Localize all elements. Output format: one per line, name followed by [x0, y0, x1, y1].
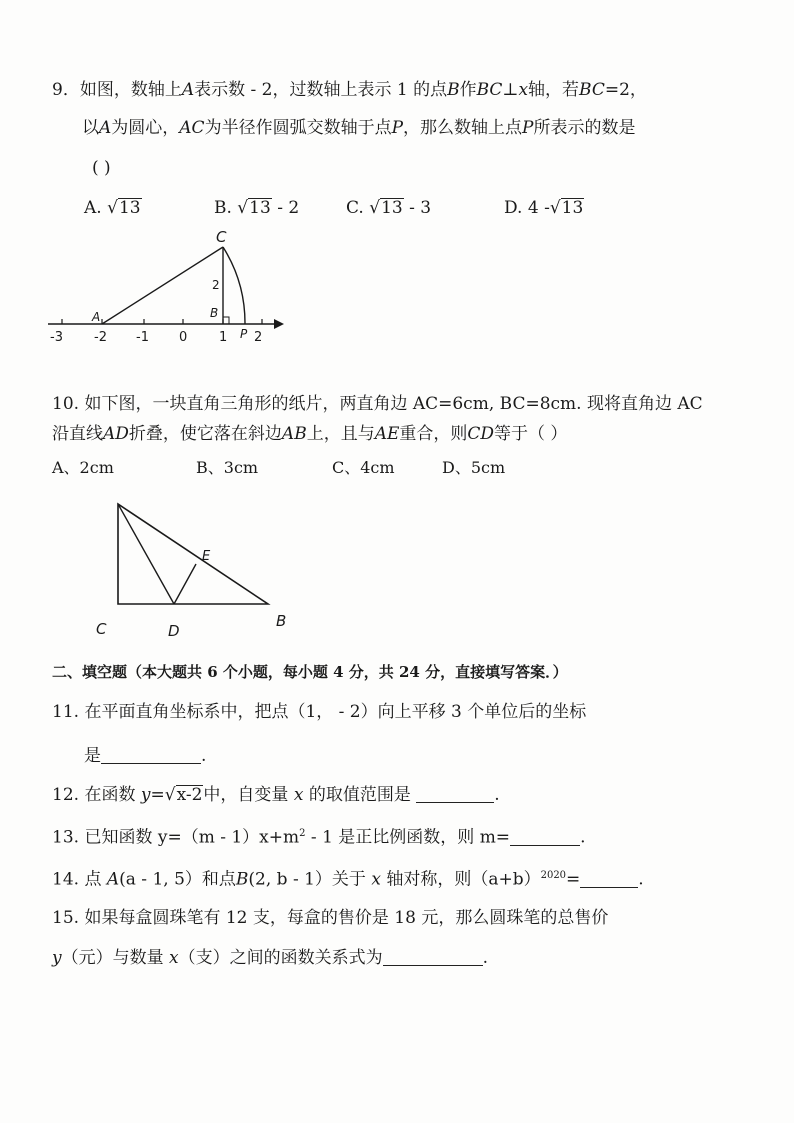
answer-blank[interactable] [101, 747, 201, 764]
radicand: 13 [561, 198, 584, 218]
equals: = [150, 785, 165, 805]
tick-label: -1 [136, 330, 149, 345]
q10-text: 等于（ ） [494, 424, 568, 444]
segment-bc-label: BC [579, 80, 605, 100]
q15-line2 [52, 946, 488, 970]
tick-label: 0 [179, 330, 188, 345]
q11-line1: 11. 在平面直角坐标系中，把点（1， - 2）向上平移 3 个单位后的坐标 [52, 702, 587, 722]
period: . [482, 948, 489, 968]
q13-line [52, 822, 585, 850]
point-b-label: B [210, 306, 219, 320]
exponent: 2 [299, 828, 306, 839]
line-ad-label: AD [103, 424, 129, 444]
arc [223, 247, 245, 324]
axis-arrow [274, 319, 284, 329]
right-angle-mark [223, 317, 229, 324]
q10-option-c[interactable]: C、4cm [332, 458, 395, 477]
q9-line1 [52, 78, 647, 102]
q15-line1: 15. 如果每盒圆珠笔有 12 支，每盒的售价是 18 元，那么圆珠笔的总售价 [52, 908, 609, 928]
triangle-figure [88, 496, 308, 646]
q9-option-c[interactable]: C. √13 - 3 [346, 198, 432, 218]
q9-text: =2， [604, 80, 647, 100]
point-b-label: B [276, 612, 287, 630]
answer-blank[interactable] [416, 786, 494, 803]
q10-line1: 10. 如下图，一块直角三角形的纸片，两直角边 AC=6cm, BC=8cm. 现将直角边 AC [52, 394, 703, 414]
q10-text: 折叠，使它落在斜边 [128, 424, 282, 444]
point-p-label: P [522, 118, 534, 138]
point-a-label: A [92, 310, 101, 324]
q10-text: 沿直线 [52, 424, 103, 444]
segment-ac [102, 247, 223, 324]
tick-label: -3 [50, 330, 63, 345]
y-var: y [52, 948, 62, 968]
point-c-label: C [216, 228, 227, 246]
q10-option-d[interactable]: D、5cm [442, 458, 506, 477]
q10-line2 [52, 422, 567, 446]
q12-text: 的取值范围是 [308, 785, 411, 805]
q12-line: 12. 在函数 y=√x-2中，自变量 x 的取值范围是 . [52, 785, 500, 805]
q15-text: （支）之间的函数关系式为 [178, 948, 383, 968]
q14-text: 14. 点 [52, 869, 102, 890]
q15-text: （元）与数量 [61, 948, 164, 968]
segment-ab-label: AB [281, 424, 307, 444]
q9-text: 轴，若 [528, 80, 580, 100]
point-d-label: D [168, 622, 180, 640]
segment-bc-label: BC [476, 80, 503, 100]
point-a-label: A [181, 80, 195, 100]
q9-text: 为圆心， [111, 118, 180, 138]
q11-line2 [84, 744, 206, 768]
q9-line2 [82, 116, 635, 140]
q12-text: 12. 在函数 [52, 785, 136, 805]
option-prefix: 4 - [527, 198, 550, 218]
x-var: x [293, 785, 304, 805]
option-suffix: - 3 [409, 198, 432, 218]
point-e-label: E [202, 549, 211, 564]
point-p-label: P [240, 327, 248, 341]
q9-text: 所表示的数是 [533, 118, 636, 138]
point-c-label: C [96, 620, 107, 638]
number-line-figure [40, 226, 290, 352]
radicand: 13 [118, 198, 141, 218]
q9-text: 作 [459, 80, 477, 100]
period: . [580, 827, 586, 848]
section-heading: 二、填空题（本大题共 6 个小题，每小题 4 分，共 24 分，直接填写答案．） [52, 663, 568, 681]
answer-paren: ( ) [92, 158, 111, 178]
radicand: 13 [249, 198, 271, 218]
q10-option-a[interactable]: A、2cm [52, 458, 114, 477]
q9-text: ，那么数轴上点 [403, 118, 523, 138]
option-suffix: - 2 [277, 198, 300, 218]
segment-cd-label: CD [467, 424, 495, 444]
tick-label: 1 [219, 330, 228, 345]
q9-text: 为半径作圆弧交数轴于点 [204, 118, 392, 138]
q14-text: (a - 1, 5）和点 [119, 869, 236, 890]
q14-text: (2, b - 1）关于 [248, 869, 366, 890]
q14-line [52, 864, 644, 892]
option-label: D. [504, 198, 523, 218]
segment-ac-label: AC [179, 118, 205, 138]
point-a-label: A [106, 869, 120, 890]
length-label: 2 [212, 278, 220, 292]
x-var: x [371, 869, 381, 890]
radicand: 13 [381, 198, 403, 218]
q14-text: 轴对称，则（a+b） [386, 869, 541, 890]
perp-symbol: ⊥ [502, 80, 519, 100]
q9-option-a[interactable]: A. √13 [84, 198, 141, 218]
point-a-label: A [99, 118, 112, 138]
exponent: 2020 [540, 870, 567, 881]
equals: = [566, 869, 581, 890]
y-var: y [140, 785, 151, 805]
q10-option-b[interactable]: B、3cm [196, 458, 259, 477]
point-b-label: B [447, 80, 460, 100]
option-label: C. [346, 198, 364, 218]
q9-text: 以 [82, 118, 99, 138]
q11-text: 是 [84, 746, 101, 766]
tick-label: -2 [94, 330, 107, 345]
q9-option-d[interactable]: D. 4 -√13 [504, 198, 584, 218]
q9-text: 如图，数轴上 [79, 80, 182, 100]
x-var: x [169, 948, 179, 968]
fold-line-ad [118, 504, 174, 604]
radicand: x-2 [176, 785, 203, 805]
q13-text: 13. 已知函数 y=（m - 1）x+m [52, 827, 300, 848]
option-label: A. [84, 198, 102, 218]
triangle-abc [118, 504, 268, 604]
q12-text: 中，自变量 [203, 785, 289, 805]
x-var: x [518, 80, 529, 100]
segment-ae-label: AE [374, 424, 400, 444]
segment-de [174, 564, 196, 604]
q9-number: 9． [52, 80, 80, 100]
answer-blank[interactable] [510, 829, 580, 846]
tick-label: 2 [254, 330, 263, 345]
q10-text: 上，且与 [306, 424, 375, 444]
point-p-label: P [391, 118, 404, 138]
period: . [494, 785, 500, 805]
period: . [201, 746, 207, 766]
answer-blank[interactable] [580, 871, 638, 888]
q13-text: - 1 是正比例函数，则 m= [305, 827, 511, 848]
point-b-label: B [235, 869, 249, 890]
option-label: B. [214, 198, 232, 218]
q9-text: 表示数 - 2，过数轴上表示 1 的点 [194, 80, 448, 100]
answer-blank[interactable] [383, 949, 483, 966]
q10-text: 重合，则 [399, 424, 468, 444]
q9-option-b[interactable]: B. √13 - 2 [214, 198, 300, 218]
period: . [638, 869, 644, 890]
